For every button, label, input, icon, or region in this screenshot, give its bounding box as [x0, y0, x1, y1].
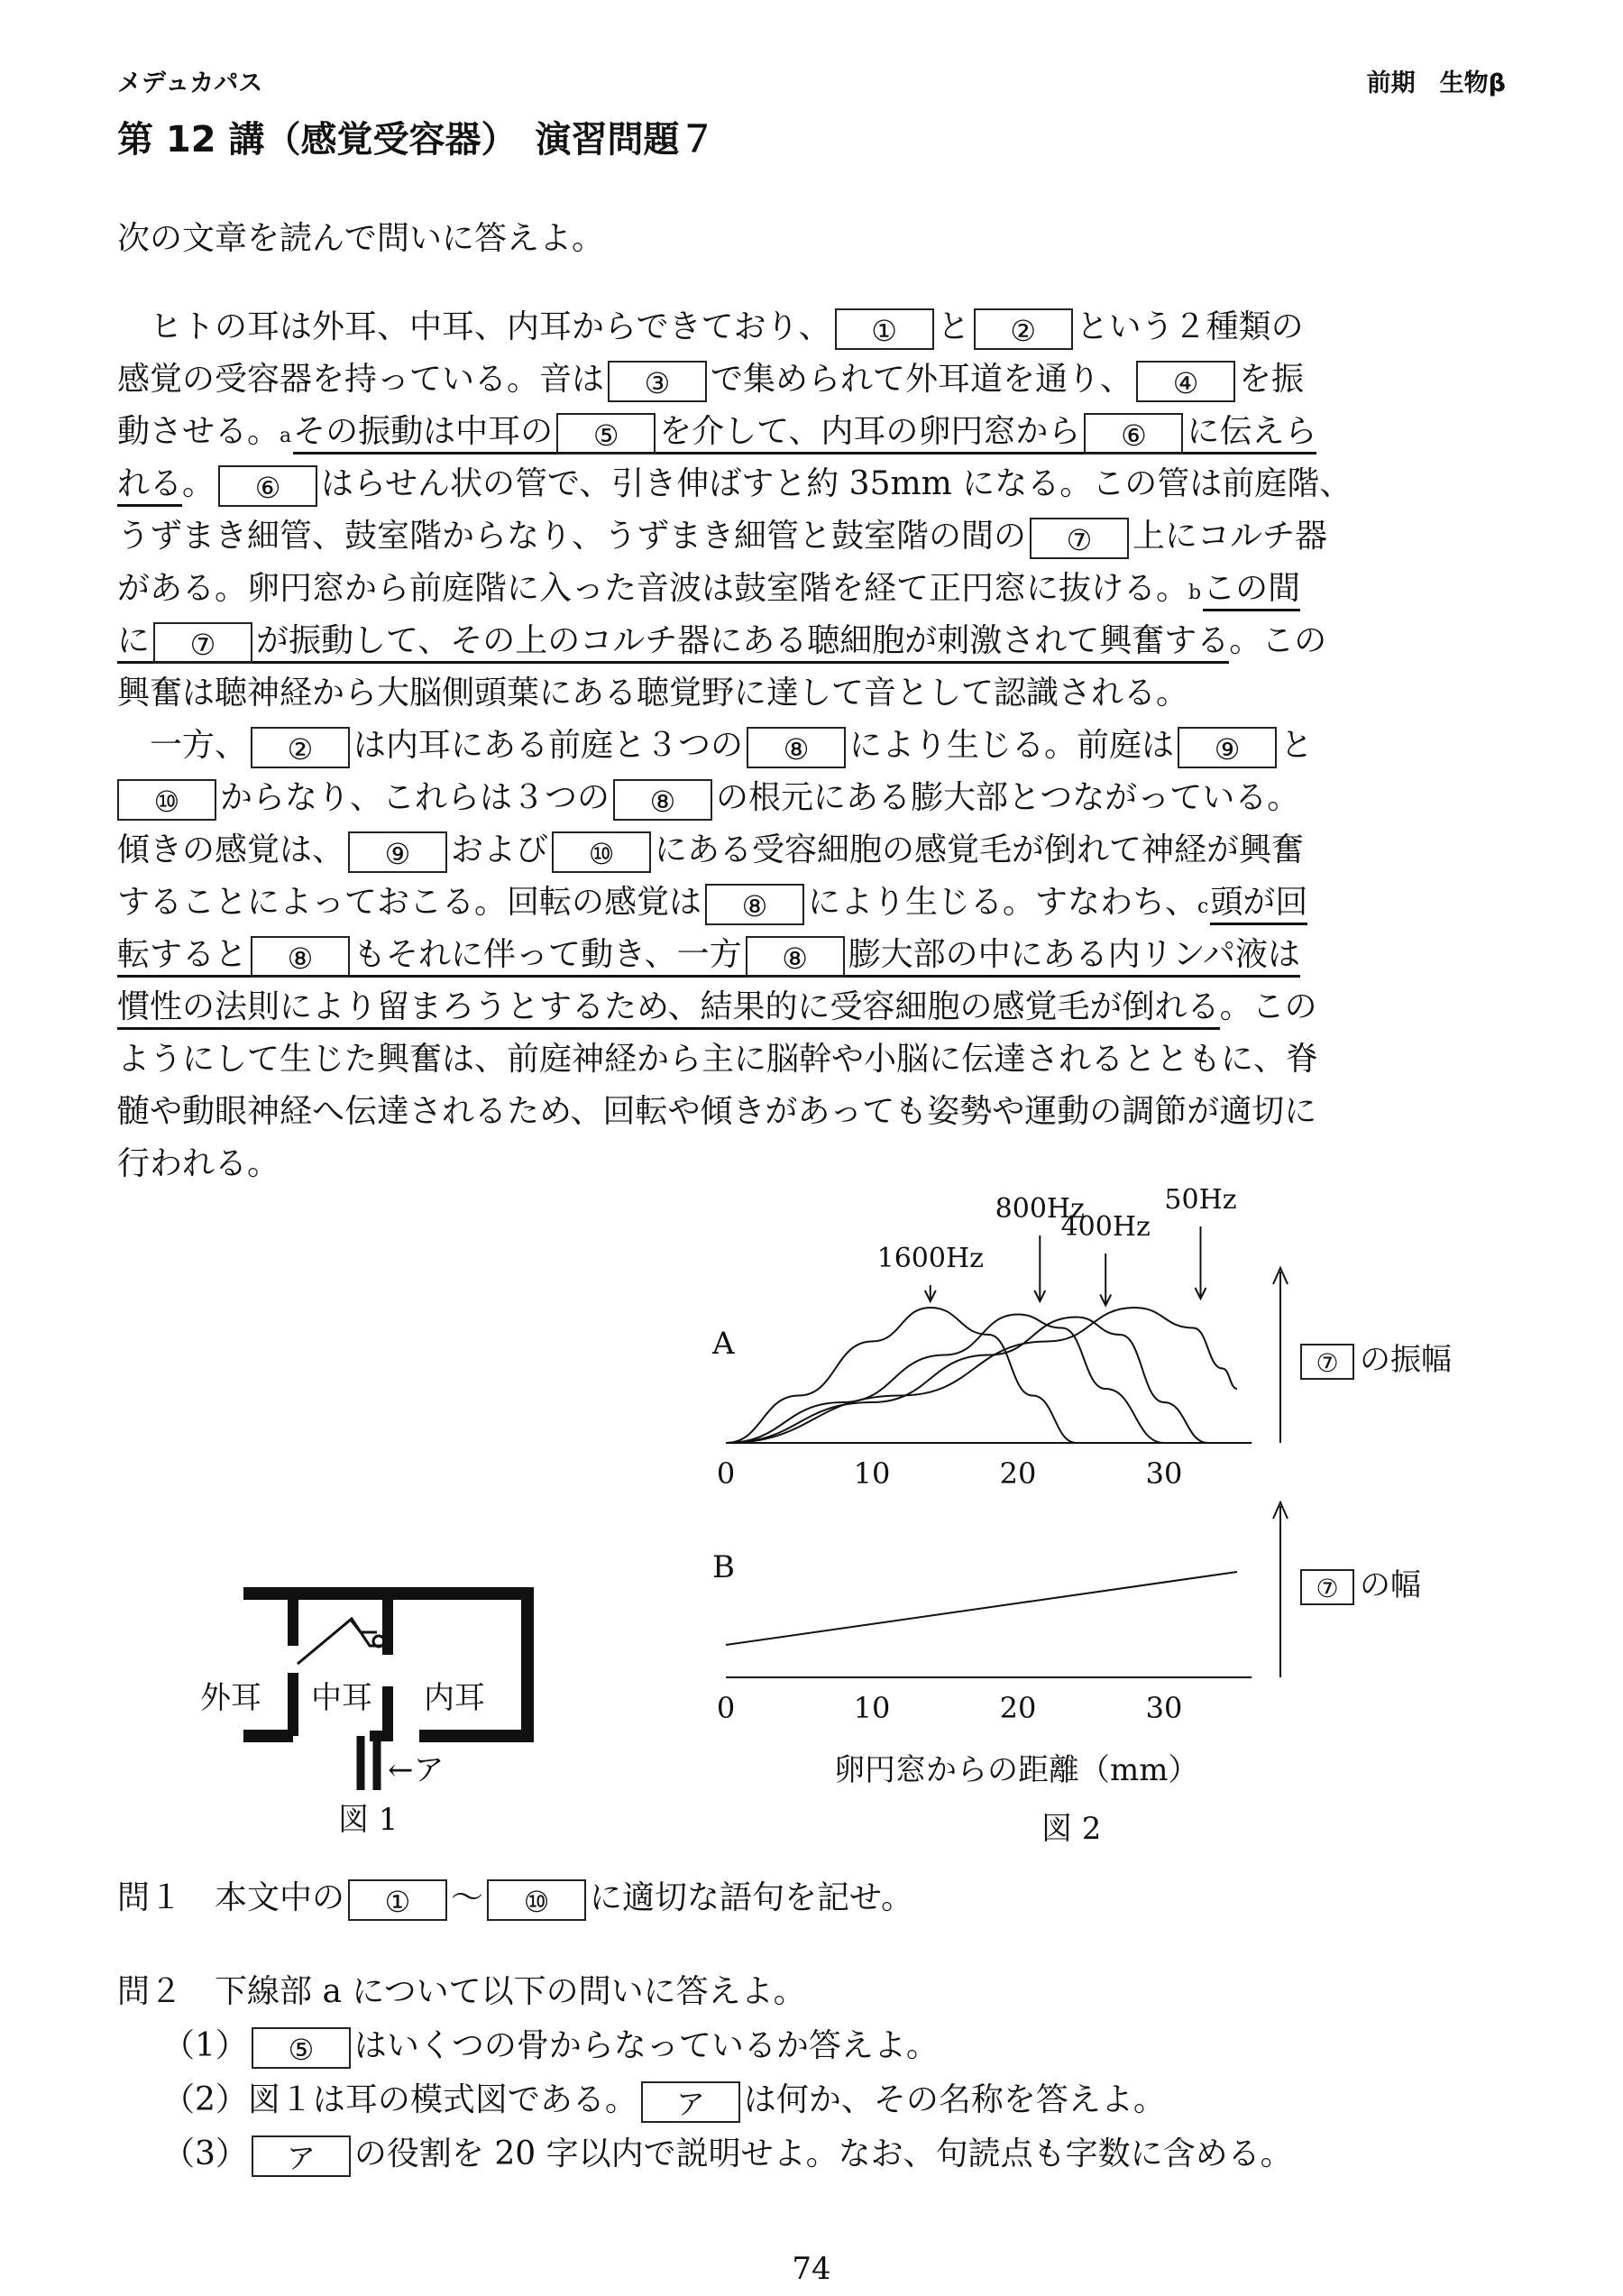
- x-tick-label-a: 30: [1145, 1456, 1183, 1491]
- underline-a-end: れる: [117, 465, 182, 507]
- label-a-arrow: ←ア: [388, 1752, 445, 1788]
- text-span: を振: [1239, 361, 1305, 398]
- text-line: [117, 458, 1352, 510]
- text-span: の振幅: [1360, 1342, 1452, 1378]
- text-line: [117, 301, 1304, 354]
- freq-label-50Hz: 50Hz: [1164, 1184, 1237, 1216]
- text-span: と: [937, 308, 970, 345]
- blank-10: ⑩: [117, 779, 216, 821]
- text-span: に: [117, 622, 151, 659]
- text-span: （2）図１は耳の模式図である。: [162, 2081, 637, 2118]
- underline-b: この間: [1203, 570, 1300, 611]
- text-line: [117, 1033, 1318, 1086]
- text-span: 。: [182, 465, 215, 502]
- text-line: [117, 406, 1316, 458]
- series-line-400Hz: [726, 1318, 1208, 1444]
- text-span: その振動は中耳の: [293, 413, 554, 450]
- text-span: はらせん状の管で、引き伸ばすと約 35mm になる。この管は前庭階、: [321, 465, 1352, 502]
- text-span: の役割を 20 字以内で説明せよ。なお、句読点も字数に含める。: [353, 2135, 1293, 2172]
- text-span: うずまき細管、鼓室階からなり、うずまき細管と鼓室階の間の: [117, 518, 1027, 555]
- blank-4: ④: [1136, 361, 1235, 402]
- header-course: 前期 生物β: [1366, 69, 1506, 97]
- x-tick-label-a: 0: [716, 1456, 736, 1491]
- question-1: [117, 1872, 913, 1924]
- text-span: は何か、その名称を答えよ。: [743, 2081, 1166, 2118]
- text-line: [117, 615, 1326, 667]
- text-span: することによっておこる。回転の感覚は: [117, 884, 702, 921]
- text-line: [117, 1138, 280, 1190]
- freq-label-800Hz: 800Hz: [995, 1193, 1085, 1225]
- text-span: の根元にある膨大部とつながっている。: [716, 779, 1300, 816]
- blank-10: ⑩: [487, 1879, 586, 1921]
- text-span: 傾きの感覚は、: [117, 831, 345, 868]
- text-line: [117, 824, 1304, 877]
- figure-2-chart: [685, 1184, 1515, 1831]
- underline-a: [293, 413, 1316, 455]
- page-number: 74: [792, 2251, 831, 2287]
- series-line-width: [726, 1572, 1237, 1645]
- blank-8: ⑧: [746, 936, 845, 978]
- x-tick-label-b: 30: [1145, 1691, 1183, 1725]
- blank-8: ⑧: [747, 727, 846, 768]
- text-span: ヒトの耳は外耳、中耳、内耳からできており、: [117, 308, 831, 345]
- text-span: は内耳にある前庭と３つの: [353, 727, 744, 764]
- text-span: により生じる。前庭は: [849, 727, 1175, 764]
- text-line: [117, 1086, 1316, 1138]
- header-brand: メデュカパス: [117, 69, 263, 97]
- text-span: はいくつの骨からなっているか答えよ。: [353, 2027, 939, 2064]
- y-axis-label-amplitude: [1300, 1335, 1452, 1380]
- text-span: 髄や動眼神経へ伝達されるため、回転や傾きがあっても姿勢や運動の調節が適切に: [117, 1093, 1317, 1130]
- freq-label-400Hz: 400Hz: [1060, 1211, 1151, 1243]
- blank-a: ア: [252, 2135, 351, 2177]
- intro-text: 次の文章を読んで問いに答えよ。: [117, 220, 605, 257]
- blank-7: ⑦: [153, 622, 252, 664]
- underline-c-cont: [117, 936, 1300, 978]
- text-span: 上にコルチ器: [1132, 518, 1328, 555]
- x-tick-label-b: 10: [853, 1691, 891, 1725]
- x-tick-label-a: 10: [853, 1456, 891, 1491]
- panel-a: [717, 1184, 1288, 1491]
- blank-2: ②: [974, 308, 1073, 350]
- series-line-800Hz: [726, 1315, 1164, 1444]
- inner-ear-wall: [370, 1686, 388, 1736]
- blank-1: ①: [835, 308, 934, 350]
- text-span: 一方、: [117, 727, 248, 764]
- page-title: 第 12 講（感覚受容器） 演習問題７: [117, 119, 716, 161]
- underline-marker-c: c: [1197, 895, 1209, 918]
- text-span: にある受容細胞の感覚毛が倒れて神経が興奮: [655, 831, 1305, 868]
- text-span: 。この: [1219, 988, 1317, 1025]
- text-span: が振動して、その上のコルチ器にある聴細胞が刺激されて興奮する: [256, 622, 1230, 659]
- text-span: がある。卵円窓から前庭階に入った音波は鼓室階を経て正円窓に抜ける。: [117, 570, 1189, 607]
- blank-6: ⑥: [1084, 413, 1183, 455]
- text-line: [117, 877, 1307, 929]
- text-span: 問１ 本文中の: [117, 1879, 345, 1916]
- underline-marker-a: a: [280, 425, 292, 447]
- figure-1-caption: 図 1: [338, 1802, 399, 1838]
- blank-6: ⑥: [218, 465, 317, 507]
- x-tick-label-a: 20: [999, 1456, 1037, 1491]
- blank-8: ⑧: [251, 936, 350, 978]
- text-span: 行われる。: [117, 1145, 280, 1182]
- text-span: で集められて外耳道を通り、: [711, 361, 1133, 398]
- text-span: 転すると: [117, 936, 248, 973]
- text-span: 問２ 下線部 a について以下の問いに答えよ。: [117, 1973, 806, 2010]
- text-span: ～: [451, 1879, 484, 1916]
- blank-7: ⑦: [1300, 1569, 1354, 1605]
- blank-5: ⑤: [556, 413, 656, 455]
- freq-label-1600Hz: 1600Hz: [876, 1243, 984, 1274]
- text-line: [117, 667, 1188, 720]
- text-span: と: [1280, 727, 1314, 764]
- series-line-1600Hz: [726, 1308, 1077, 1443]
- text-span: もそれに伴って動き、一方: [353, 936, 742, 973]
- panel-b: [717, 1502, 1288, 1725]
- text-span: を介して、内耳の卵円窓から: [659, 413, 1081, 450]
- blank-a: ア: [641, 2081, 740, 2123]
- blank-10: ⑩: [552, 831, 651, 873]
- blank-1: ①: [348, 1879, 447, 1921]
- blank-7: ⑦: [1030, 518, 1129, 559]
- text-span: の幅: [1360, 1567, 1421, 1603]
- text-span: （1）: [162, 2027, 248, 2064]
- text-span: に適切な語句を記せ。: [590, 1879, 913, 1916]
- underline-b-cont: [117, 622, 1229, 664]
- blank-3: ③: [608, 361, 707, 402]
- x-tick-label-b: 0: [716, 1691, 736, 1725]
- question-2-1: [162, 2020, 939, 2072]
- text-span: ようにして生じた興奮は、前庭神経から主に脳幹や小脳に伝達されるとともに、脊: [117, 1041, 1319, 1078]
- y-axis-label-width: [1300, 1560, 1421, 1605]
- question-2-2: [162, 2074, 1166, 2126]
- question-2: [117, 1966, 806, 2018]
- x-tick-label-b: 20: [999, 1691, 1037, 1725]
- text-span: 興奮は聴神経から大脳側頭葉にある聴覚野に達して音として認識される。: [117, 675, 1189, 712]
- blank-8: ⑧: [613, 779, 712, 821]
- figure-2-caption: 図 2: [1041, 1811, 1102, 1847]
- blank-9: ⑨: [1178, 727, 1277, 768]
- x-axis-label: 卵円窓からの距離（mm）: [834, 1752, 1199, 1788]
- label-outer-ear: 外耳: [200, 1680, 261, 1716]
- label-middle-ear: 中耳: [311, 1680, 372, 1716]
- text-span: および: [451, 831, 549, 868]
- text-span: からなり、これらは３つの: [220, 779, 610, 816]
- text-span: により生じる。すなわち、: [808, 884, 1198, 921]
- blank-5: ⑤: [252, 2027, 351, 2069]
- text-span: 感覚の受容器を持っている。音は: [117, 361, 605, 398]
- text-line: [117, 929, 1300, 981]
- text-span: 膨大部の中にある内リンパ液は: [848, 936, 1301, 973]
- text-span: （3）: [162, 2135, 248, 2172]
- panel-b-label: B: [712, 1549, 735, 1585]
- blank-7: ⑦: [1300, 1344, 1354, 1380]
- underline-c: 頭が回: [1210, 884, 1307, 925]
- text-line: [117, 510, 1327, 563]
- label-inner-ear: 内耳: [424, 1680, 485, 1716]
- blank-2: ②: [251, 727, 350, 768]
- underline-c-end: 慣性の法則により留まろうとするため、結果的に受容細胞の感覚毛が倒れる: [117, 988, 1220, 1030]
- text-span: という２種類の: [1076, 308, 1304, 345]
- panel-a-label: A: [712, 1326, 735, 1362]
- text-line: [117, 981, 1317, 1033]
- text-span: 動させる。: [117, 413, 280, 450]
- text-line: [117, 720, 1313, 772]
- blank-9: ⑨: [348, 831, 447, 873]
- text-line: [117, 772, 1299, 824]
- blank-8: ⑧: [705, 884, 804, 925]
- question-2-3: [162, 2128, 1293, 2181]
- text-line: [117, 354, 1304, 406]
- text-span: 。この: [1229, 622, 1327, 659]
- text-line: [117, 563, 1300, 615]
- series-line-50Hz: [726, 1308, 1237, 1443]
- underline-marker-b: b: [1188, 582, 1202, 604]
- text-span: に伝えら: [1187, 413, 1317, 450]
